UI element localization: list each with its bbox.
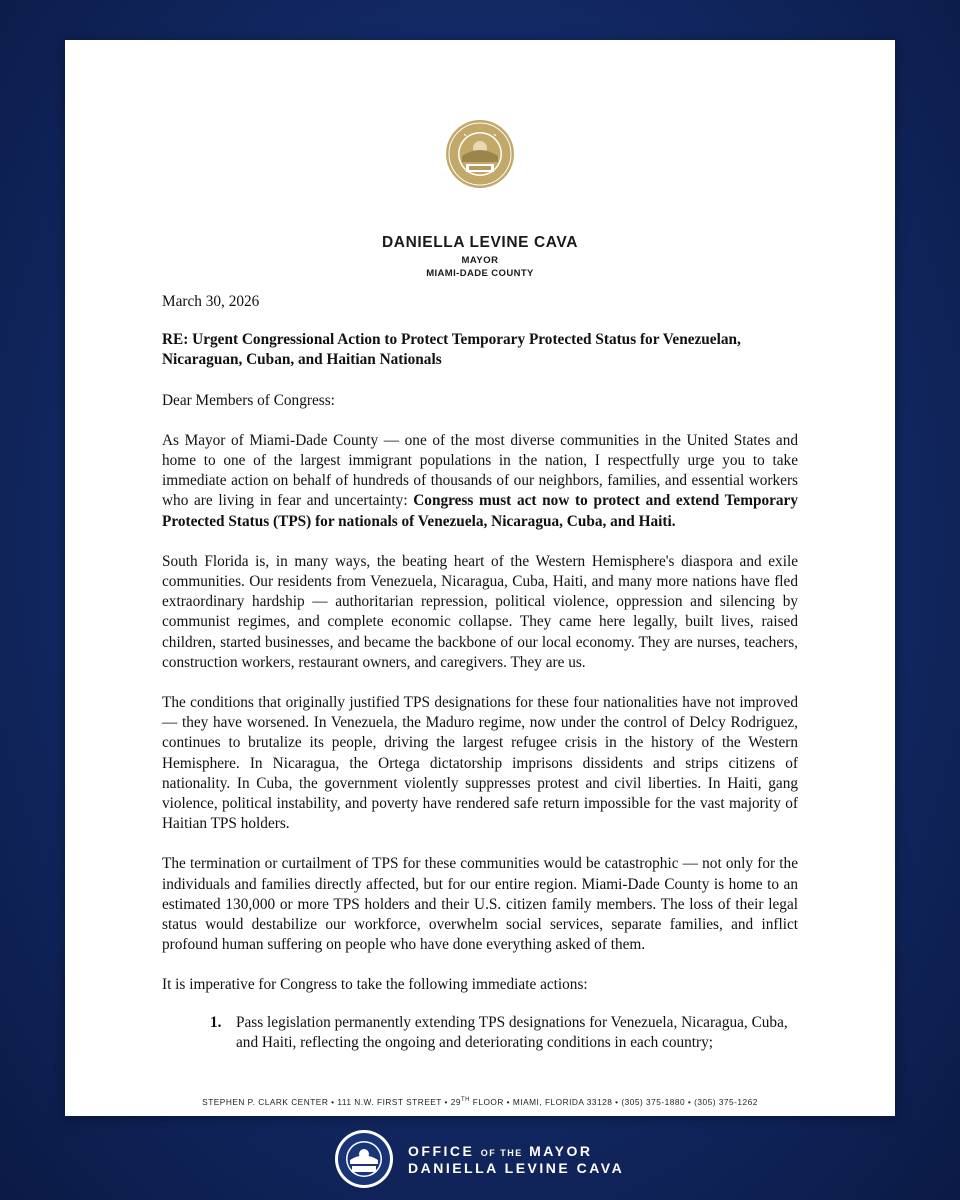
brand-office: OFFICE: [408, 1142, 475, 1159]
office-brand: [334, 1128, 624, 1190]
paragraph-1: [162, 431, 798, 532]
county-seal-small-icon: [334, 1129, 394, 1189]
paragraph-1-text: As Mayor of Miami-Dade County — one of the most diverse communities in the United States and home to one of the largest immigrant populations in the nation, I respectfully urge you to take immediate action on behalf of hundreds of thousands of our neighbors, families, and essential workers who are living in fear and uncertainty:: [162, 431, 798, 510]
paragraph-3: The conditions that originally justified TPS designations for these four nationalities have not improved — they have worsened. In Venezuela, the Maduro regime, now under the control of Delcy Rodriguez, continues to brutalize its people, driving the largest refugee crisis in the history of the Western Hemisphere. In Nicaragua, the Ortega dictatorship imprisons dissidents and strips citizens of nationality. In Cuba, the government violently suppresses protest and civil liberties. In Haiti, gang violence, political instability, and poverty have rendered safe return impossible for the vast majority of Haitian TPS holders.: [162, 694, 798, 833]
footer-address-post: FLOOR • MIAMI, FLORIDA 33128 • (305) 375-1880 • (305) 375-1262: [469, 1097, 758, 1107]
subject-line: RE: Urgent Congressional Action to Protect Temporary Protected Status for Venezuelan, Nicaraguan, Cuban, and Haitian Nationals: [162, 331, 741, 369]
footer-sup: TH: [460, 1097, 470, 1104]
brand-text: [408, 1143, 624, 1176]
brand-mayor: MAYOR: [529, 1142, 593, 1159]
letter-body: [162, 292, 798, 1053]
letterhead: [65, 234, 895, 279]
brand-office-line: [408, 1143, 624, 1159]
letter-date: March 30, 2026: [162, 293, 260, 310]
footer-address-pre: STEPHEN P. CLARK CENTER • 111 N.W. FIRST STREET • 29: [202, 1097, 461, 1107]
list-item: [162, 1013, 798, 1053]
letter-footer: [65, 1097, 895, 1107]
brand-name: DANIELLA LEVINE CAVA: [408, 1159, 625, 1176]
list-text: Pass legislation permanently extending TPS designations for Venezuela, Nicaragua, Cuba, and Haiti, reflecting the ongoing and deteriorating conditions in each country;: [236, 1013, 788, 1051]
paragraph-2: South Florida is, in many ways, the beating heart of the Western Hemisphere's diaspora and exile communities. Our residents from Venezuela, Nicaragua, Cuba, Haiti, and many more nations have fled extraordinary hardship — authoritarian repression, political violence, oppression and silencing by communist regimes, and complete economic collapse. They came here legally, built lives, raised children, started businesses, and became the backbone of our local economy. They are nurses, teachers, construction workers, restaurant owners, and caregivers. They are us.: [162, 552, 798, 671]
mayor-name: DANIELLA LEVINE CAVA: [382, 234, 578, 251]
paragraph-4: The termination or curtailment of TPS for these communities would be catastrophic — not only for the individuals and families directly affected, but for our entire region. Miami-Dade County is home to an estimated 130,000 or more TPS holders and their U.S. citizen family members. The loss of their legal status would destabilize our workforce, overwhelm social services, separate families, and inflict profound human suffering on people who have done everything asked of them.: [162, 855, 798, 954]
letter-page: [65, 40, 895, 1116]
salutation: Dear Members of Congress:: [162, 391, 335, 409]
county-seal-icon: [444, 104, 516, 204]
paragraph-1-emphasis: Congress must act now to protect and extend Temporary Protected Status (TPS) for nationals of Venezuela, Nicaragua, Cuba, and Haiti.: [162, 492, 798, 530]
mayor-title: MAYOR: [461, 255, 499, 266]
brand-of-the: OF THE: [480, 1147, 523, 1158]
mayor-county: MIAMI-DADE COUNTY: [426, 268, 534, 279]
paragraph-5: It is imperative for Congress to take the following immediate actions:: [162, 976, 588, 994]
list-number: 1.: [210, 1013, 222, 1031]
